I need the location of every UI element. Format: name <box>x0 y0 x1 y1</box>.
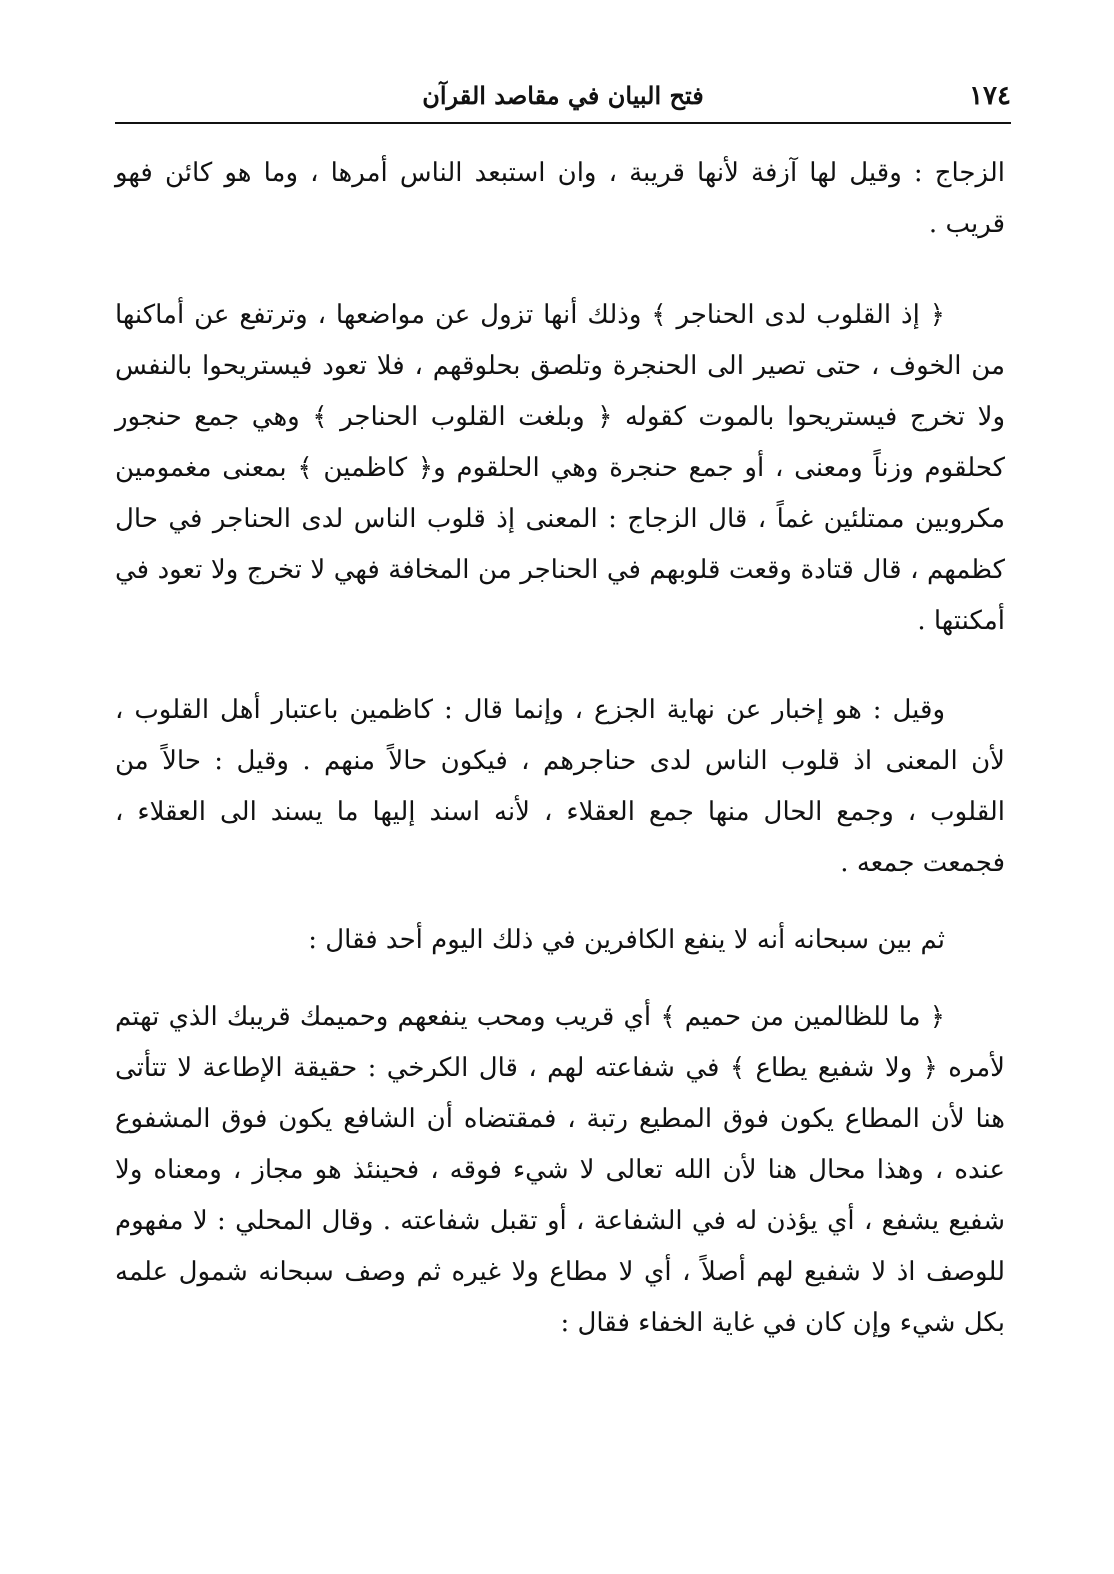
paragraph-gap <box>115 889 1005 915</box>
paragraph-gap <box>115 250 1005 290</box>
paragraph-gap <box>115 966 1005 992</box>
paragraph-4: ثم بين سبحانه أنه لا ينفع الكافرين في ذلك اليوم أحد فقال : <box>308 925 945 955</box>
header-divider <box>115 122 1011 124</box>
page-number: ١٧٤ <box>969 81 1011 111</box>
paragraph-1: الزجاج : وقيل لها آزفة لأنها قريبة ، وان استبعد الناس أمرها ، وما هو كائن فهو قريب . <box>115 158 1005 239</box>
running-title: فتح البيان في مقاصد القرآن <box>422 81 704 110</box>
paragraph-5: ﴿ ما للظالمين من حميم ﴾ أي قريب ومحب ينفعهم وحميمك قريبك الذي تهتم لأمره ﴿ ولا شفيع يطاع ﴾ في شفاعته لهم ، قال الكرخي : حقيقة الإطاعة لا تتأتى هنا لأن المطاع يكون فوق المطيع رتبة ، فمقتضاه أن الشافع يكون فوق المشفوع عنده ، وهذا محال هنا لأن الله تعالى لا شيء فوقه ، فحينئذ هو مجاز ، ومعناه ولا شفيع يشفع ، أي يؤذن له في الشفاعة ، أو تقبل شفاعته . وقال المحلي : لا مفهوم للوصف اذ لا شفيع لهم أصلاً ، أي لا مطاع ولا غيره ثم وصف سبحانه شمول علمه بكل شيء وإن كان في غاية الخفاء فقال : <box>115 1002 1005 1338</box>
body-text <box>115 148 1005 1349</box>
paragraph-2: ﴿ إذ القلوب لدى الحناجر ﴾ وذلك أنها تزول عن مواضعها ، وترتفع عن أماكنها من الخوف ، حتى تصير الى الحنجرة وتلصق بحلوقهم ، فلا تعود فيستريحوا بالنفس ولا تخرج فيستريحوا بالموت كقوله ﴿ وبلغت القلوب الحناجر ﴾ وهي جمع حنجور كحلقوم وزناً ومعنى ، أو جمع حنجرة وهي الحلقوم و﴿ كاظمين ﴾ بمعنى مغمومين مكروبين ممتلئين غماً ، قال الزجاج : المعنى إذ قلوب الناس لدى الحناجر في حال كظمهم ، قال قتادة وقعت قلوبهم في الحناجر من المخافة فهي لا تخرج ولا تعود في أمكنتها . <box>115 300 1005 636</box>
page-header <box>115 76 1011 120</box>
paragraph-gap <box>115 647 1005 685</box>
paragraph-3: وقيل : هو إخبار عن نهاية الجزع ، وإنما قال : كاظمين باعتبار أهل القلوب ، لأن المعنى اذ قلوب الناس لدى حناجرهم ، فيكون حالاً منهم . وقيل : حالاً من القلوب ، وجمع الحال منها جمع العقلاء ، لأنه اسند إليها ما يسند الى العقلاء ، فجمعت جمعه . <box>115 695 1005 878</box>
